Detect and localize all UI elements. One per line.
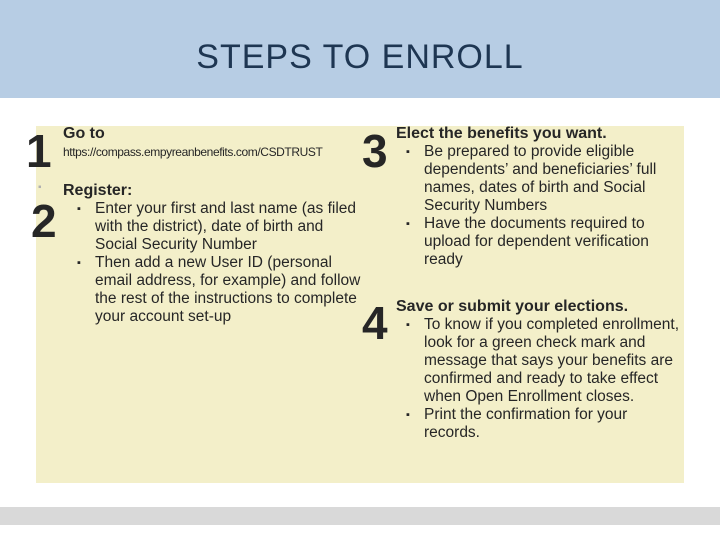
list-item: ▪ Then add a new User ID (personal email address, for example) and follow the rest of the instructions to complete your account set-up	[77, 254, 361, 325]
step-2-marker-icon: ▪	[38, 182, 42, 193]
step-3-heading: Elect the benefits you want.	[396, 125, 607, 142]
square-bullet-icon: ▪	[406, 409, 410, 421]
step-3-list	[406, 143, 686, 269]
footer-bar	[0, 507, 720, 525]
square-bullet-icon: ▪	[406, 218, 410, 230]
list-item: ▪ Be prepared to provide eligible dependents’ and beneficiaries’ full names, dates of birth and Social Security Numbers	[406, 143, 657, 214]
list-item: ▪ Enter your first and last name (as filed with the district), date of birth and Social Security Number	[77, 200, 357, 253]
step-3-number: 3	[362, 125, 388, 177]
square-bullet-icon: ▪	[406, 319, 410, 331]
step-2-number: 2	[31, 195, 57, 247]
step-2-heading: Register:	[63, 182, 133, 199]
step-4-heading: Save or submit your elections.	[396, 298, 629, 315]
step-4-number: 4	[362, 297, 388, 349]
square-bullet-icon: ▪	[77, 203, 81, 215]
list-item: ▪ To know if you completed enrollment, look for a green check mark and message that says your benefits are confirmed and ready to take effect when Open Enrollment closes.	[406, 316, 680, 405]
step-3-block	[396, 125, 686, 269]
step-4-block	[396, 298, 686, 442]
step-1-url[interactable]: https://compass.empyreanbenefits.com/CSDTRUST	[63, 145, 323, 159]
step-4-list	[406, 316, 686, 442]
square-bullet-icon: ▪	[406, 146, 410, 158]
square-bullet-icon: ▪	[77, 257, 81, 269]
step-2-block	[63, 182, 363, 326]
step-2-list	[77, 200, 363, 326]
step-1-number: 1	[26, 125, 52, 177]
page-title: STEPS TO ENROLL	[196, 38, 524, 76]
list-item: ▪ Have the documents required to upload for dependent verification ready	[406, 215, 649, 268]
step-1-heading: Go to	[63, 125, 105, 142]
list-item: ▪ Print the confirmation for your records.	[406, 406, 628, 441]
